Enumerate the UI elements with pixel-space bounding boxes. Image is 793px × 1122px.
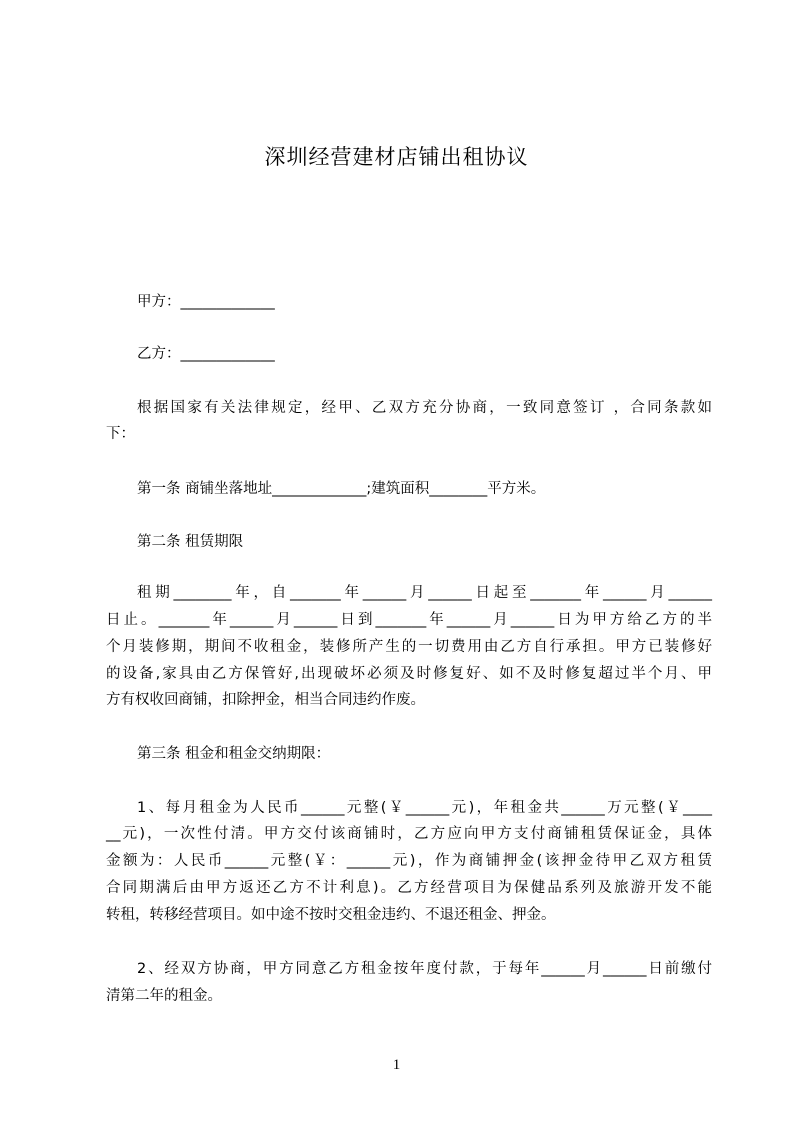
- article-3-clause-1-line-1: 1、每月租金为人民币______元整(￥______元)，年租金共______万元整(￥____: [137, 800, 712, 816]
- article-2-line-4: 的设备,家具由乙方保管好,出现破坏必须及时修复好、如不及时修复超过半个月、甲: [106, 666, 712, 682]
- article-2-line-5: 方有权收回商铺，扣除押金，相当合同违约作废。: [106, 692, 425, 708]
- article-2-line-2: 日止。_______年______月______日到_______年______月______日为甲方给乙方的半: [106, 612, 712, 628]
- page-number: 1: [392, 1057, 401, 1073]
- intro-line-1: 根据国家有关法律规定，经甲、乙双方充分协商，一致同意签订 ，合同条款如: [137, 400, 712, 416]
- article-3-clause-2-line-1: 2、经双方协商，甲方同意乙方租金按年度付款，于每年______月______日前缴付: [137, 961, 712, 977]
- article-2-line-3: 个月装修期，期间不收租金，装修所产生的一切费用由乙方自行承担。甲方已装修好: [106, 639, 712, 655]
- document-title: 深圳经营建材店铺出租协议: [264, 145, 529, 169]
- article-3-clause-1-line-3: 金额为：人民币______元整(￥：______元)，作为商铺押金(该押金待甲乙双方租赁: [106, 853, 712, 869]
- party-b-line: 乙方：_____________: [137, 346, 275, 362]
- article-3-clause-1-line-2: __元)，一次性付清。甲方交付该商铺时，乙方应向甲方支付商铺租赁保证金，具体: [106, 826, 712, 842]
- article-1: 第一条 商铺坐落地址_____________;建筑面积________平方米。: [137, 481, 546, 497]
- article-3-heading: 第三条 租金和租金交纳期限：: [137, 746, 331, 762]
- article-3-clause-1-line-5: 转租，转移经营项目。如中途不按时交租金违约、不退还租金、押金。: [106, 907, 556, 923]
- article-3-clause-1-line-4: 合同期满后由甲方返还乙方不计利息)。乙方经营项目为保健品系列及旅游开发不能: [106, 880, 712, 896]
- party-a-line: 甲方：_____________: [137, 294, 275, 310]
- article-2-heading: 第二条 租赁期限: [137, 534, 244, 550]
- article-2-line-1: 租期________年，自_______年______月______日起至_______年______月______: [137, 585, 712, 601]
- intro-line-2: 下：: [106, 426, 135, 442]
- article-3-clause-2-line-2: 清第二年的租金。: [106, 988, 222, 1004]
